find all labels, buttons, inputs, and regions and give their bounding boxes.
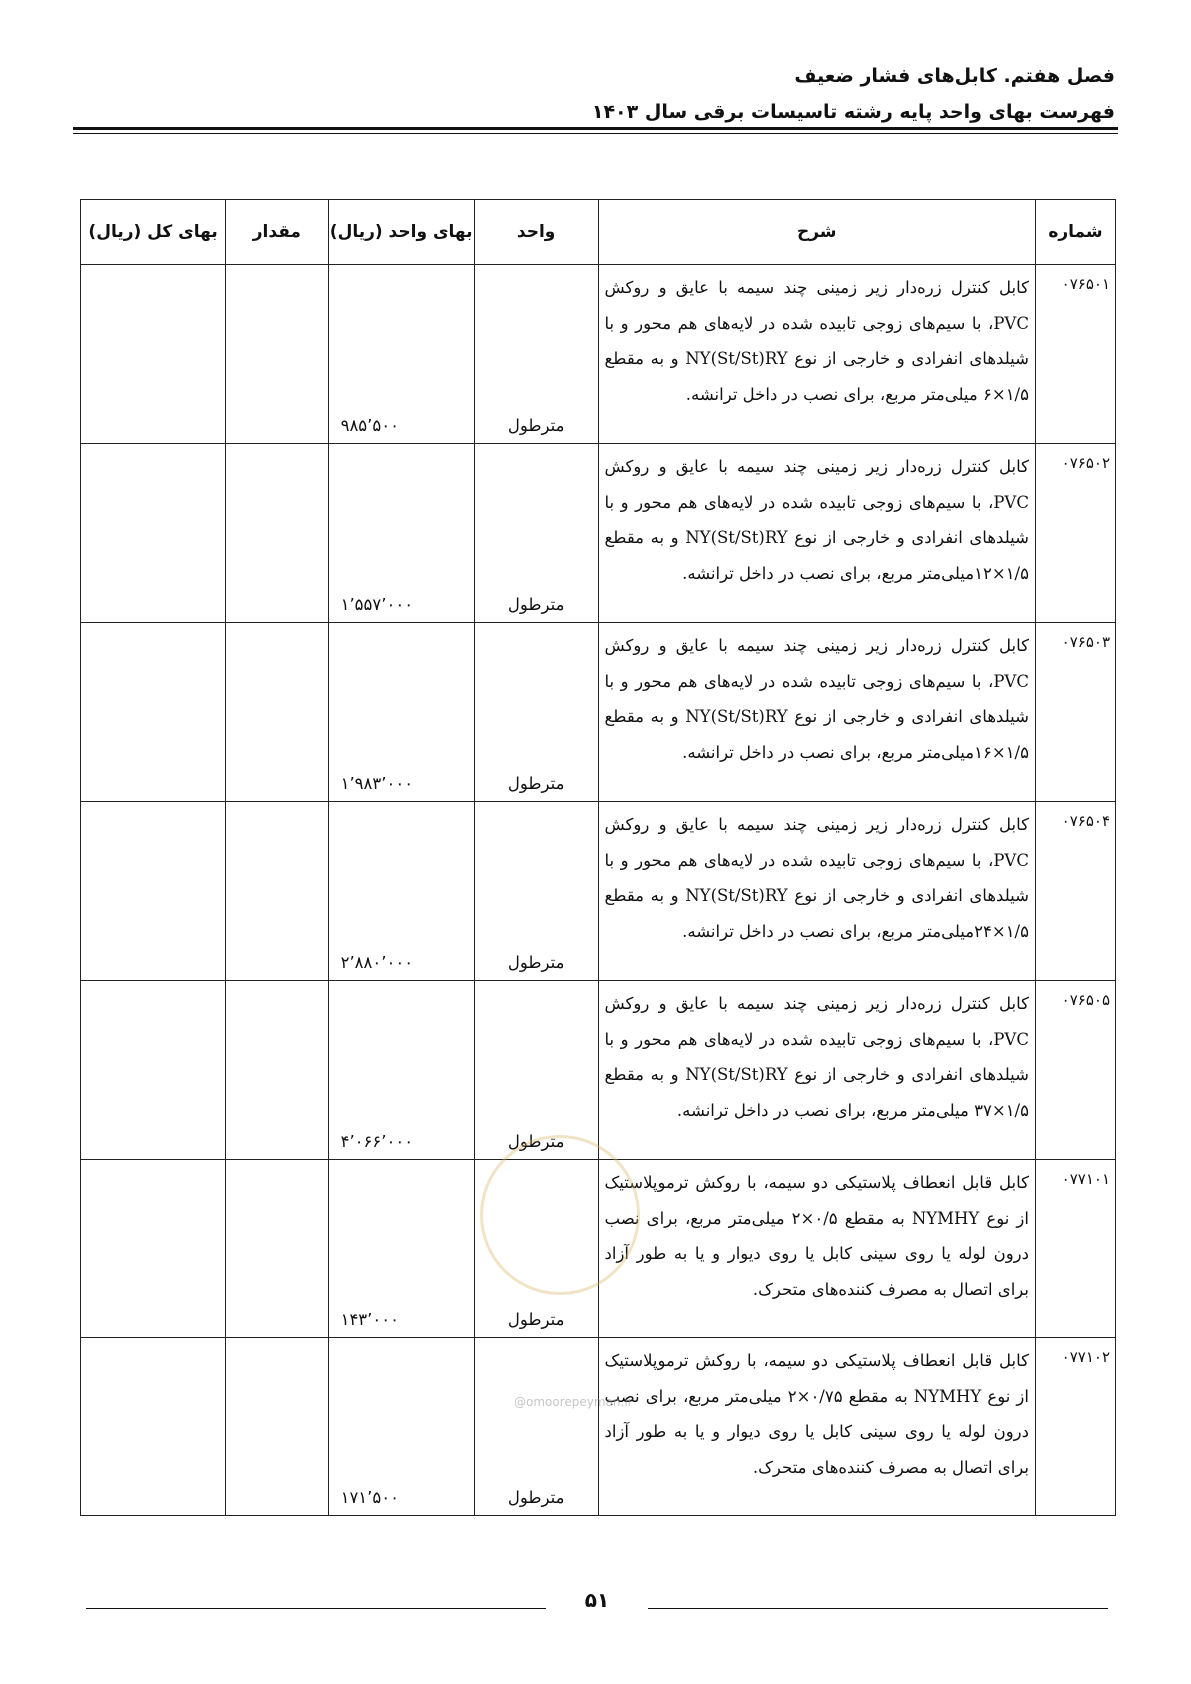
item-unit-price: ۹۸۵٬۵۰۰ — [328, 265, 474, 444]
item-description: کابل کنترل زره‌دار زیر زمینی چند سیمه با عایق و روکش PVC، با سیم‌های زوجی تابیده شده در لایه‌های هم محور و با شیلدهای انفرادی و خارجی از نوع NY(St/St)RY و به مقطع ۱/۵×۳۷ میلی‌متر مربع، برای نصب در داخل ترانشه. — [598, 981, 1035, 1160]
item-unit: مترطول — [474, 444, 598, 623]
item-code: ۰۷۶۵۰۵ — [1035, 981, 1115, 1160]
item-total-price[interactable] — [81, 981, 226, 1160]
item-unit-price: ۱٬۹۸۳٬۰۰۰ — [328, 623, 474, 802]
table-row — [81, 1160, 1116, 1338]
item-total-price[interactable] — [81, 1160, 226, 1338]
item-total-price[interactable] — [81, 265, 226, 444]
item-total-price[interactable] — [81, 623, 226, 802]
column-header-description: شرح — [598, 200, 1035, 265]
footer-rule-right — [648, 1608, 1108, 1609]
item-unit: مترطول — [474, 1338, 598, 1516]
item-unit-price: ۱٬۵۵۷٬۰۰۰ — [328, 444, 474, 623]
column-header-total-price: بهای کل (ریال) — [81, 200, 226, 265]
header-rule-thin — [73, 133, 1118, 134]
item-quantity[interactable] — [226, 802, 328, 981]
item-quantity[interactable] — [226, 265, 328, 444]
table-row — [81, 802, 1116, 981]
column-header-unit: واحد — [474, 200, 598, 265]
item-quantity[interactable] — [226, 1160, 328, 1338]
page-header — [75, 58, 1115, 130]
price-list-table — [80, 199, 1116, 1516]
column-header-unit-price: بهای واحد (ریال) — [328, 200, 474, 265]
item-quantity[interactable] — [226, 444, 328, 623]
item-code: ۰۷۷۱۰۲ — [1035, 1338, 1115, 1516]
item-description: کابل کنترل زره‌دار زیر زمینی چند سیمه با عایق و روکش PVC، با سیم‌های زوجی تابیده شده در لایه‌های هم محور و با شیلدهای انفرادی و خارجی از نوع NY(St/St)RY و به مقطع ۱/۵×۱۲میلی‌متر مربع، برای نصب در داخل ترانشه. — [598, 444, 1035, 623]
item-total-price[interactable] — [81, 1338, 226, 1516]
item-description: کابل قابل انعطاف پلاستیکی دو سیمه، با روکش ترموپلاستیک از نوع NYMHY به مقطع ۰/۵×۲ میلی‌متر مربع، برای نصب درون لوله یا روی سینی کابل یا روی دیوار و یا به طور آزاد برای اتصال به مصرف کننده‌های متحرک. — [598, 1160, 1035, 1338]
item-description: کابل کنترل زره‌دار زیر زمینی چند سیمه با عایق و روکش PVC، با سیم‌های زوجی تابیده شده در لایه‌های هم محور و با شیلدهای انفرادی و خارجی از نوع NY(St/St)RY و به مقطع ۱/۵×۲۴میلی‌متر مربع، برای نصب در داخل ترانشه. — [598, 802, 1035, 981]
header-rule — [73, 127, 1118, 130]
item-description: کابل کنترل زره‌دار زیر زمینی چند سیمه با عایق و روکش PVC، با سیم‌های زوجی تابیده شده در لایه‌های هم محور و با شیلدهای انفرادی و خارجی از نوع NY(St/St)RY و به مقطع ۱/۵×۶ میلی‌متر مربع، برای نصب در داخل ترانشه. — [598, 265, 1035, 444]
item-code: ۰۷۷۱۰۱ — [1035, 1160, 1115, 1338]
item-unit: مترطول — [474, 1160, 598, 1338]
watermark-text: @omoorepeyman.ir — [514, 1395, 633, 1409]
table-row — [81, 265, 1116, 444]
item-unit: مترطول — [474, 623, 598, 802]
item-quantity[interactable] — [226, 981, 328, 1160]
table-row — [81, 444, 1116, 623]
table-header-row — [81, 200, 1116, 265]
item-quantity[interactable] — [226, 1338, 328, 1516]
item-code: ۰۷۶۵۰۴ — [1035, 802, 1115, 981]
item-code: ۰۷۶۵۰۱ — [1035, 265, 1115, 444]
item-code: ۰۷۶۵۰۲ — [1035, 444, 1115, 623]
column-header-quantity: مقدار — [226, 200, 328, 265]
document-subtitle: فهرست بهای واحد پایه رشته تاسیسات برقی سال ۱۴۰۳ — [591, 101, 1115, 123]
item-code: ۰۷۶۵۰۳ — [1035, 623, 1115, 802]
column-header-code: شماره — [1035, 200, 1115, 265]
item-total-price[interactable] — [81, 802, 226, 981]
chapter-title: فصل هفتم. کابل‌های فشار ضعیف — [794, 65, 1115, 87]
table-row — [81, 981, 1116, 1160]
item-quantity[interactable] — [226, 623, 328, 802]
item-unit: مترطول — [474, 981, 598, 1160]
item-unit: مترطول — [474, 802, 598, 981]
table-row — [81, 1338, 1116, 1516]
item-unit-price: ۱۴۳٬۰۰۰ — [328, 1160, 474, 1338]
table-row — [81, 623, 1116, 802]
item-description: کابل کنترل زره‌دار زیر زمینی چند سیمه با عایق و روکش PVC، با سیم‌های زوجی تابیده شده در لایه‌های هم محور و با شیلدهای انفرادی و خارجی از نوع NY(St/St)RY و به مقطع ۱/۵×۱۶میلی‌متر مربع، برای نصب در داخل ترانشه. — [598, 623, 1035, 802]
item-description: کابل قابل انعطاف پلاستیکی دو سیمه، با روکش ترموپلاستیک از نوع NYMHY به مقطع ۰/۷۵×۲ میلی‌متر مربع، برای نصب درون لوله یا روی سینی کابل یا روی دیوار و یا به طور آزاد برای اتصال به مصرف کننده‌های متحرک. — [598, 1338, 1035, 1516]
page-number: ۵۱ — [584, 1588, 610, 1612]
item-unit-price: ۱۷۱٬۵۰۰ — [328, 1338, 474, 1516]
footer-rule-left — [86, 1608, 546, 1609]
item-unit-price: ۴٬۰۶۶٬۰۰۰ — [328, 981, 474, 1160]
item-unit-price: ۲٬۸۸۰٬۰۰۰ — [328, 802, 474, 981]
item-total-price[interactable] — [81, 444, 226, 623]
item-unit: مترطول — [474, 265, 598, 444]
